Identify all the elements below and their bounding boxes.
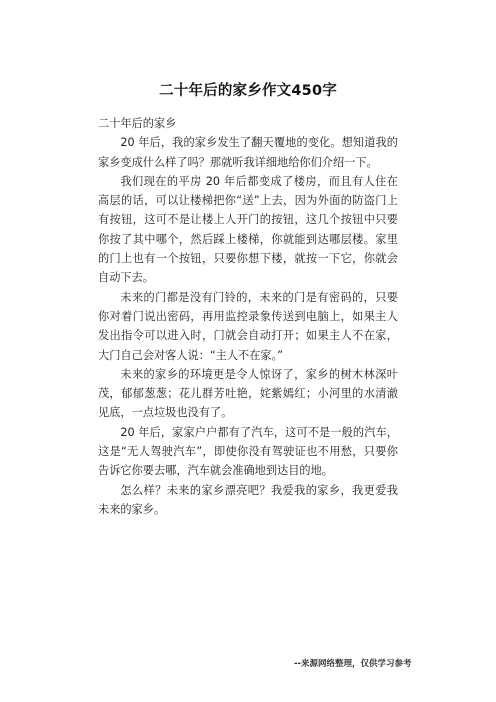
paragraph-environment: 未来的家乡的环境更是令人惊讶了，家乡的树木林深叶茂，郁郁葱葱；花儿群芳吐艳，姹紫嫣红；小河里的水清澈见底，一点垃圾也没有了。 <box>98 367 398 420</box>
paragraph-conclusion: 怎么样？未来的家乡漂亮吧？我爱我的家乡，我更爱我未来的家乡。 <box>98 483 398 516</box>
paragraph-cars: 20 年后，家家户户都有了汽车，这可不是一般的汽车，这是“无人驾驶汽车”，即使你没有驾驶证也不用愁，只要你告诉它你要去哪，汽车就会准确地到达目的地。 <box>98 425 398 478</box>
paragraph-intro: 20 年后，我的家乡发生了翻天覆地的变化。想知道我的家乡变成什么样了吗？那就听我详细地给你们介绍一下。 <box>98 136 398 169</box>
document-body <box>98 114 398 519</box>
paragraph-buildings: 我们现在的平房 20 年后都变成了楼房，而且有人住在高层的话，可以让楼梯把你“送”上去，因为外面的防盗门上有按钮，这可不是让楼上人开门的按钮，这几个按钮中只要你按了其中哪个，然后踩上楼梯，你就能到达哪层楼。家里的门上也有一个按钮，只要你想下楼，就按一下它，你就会自动下去。 <box>98 174 398 285</box>
source-footer-note: --来源网络整理，仅供学习参考 <box>294 659 412 669</box>
subtitle-line: 二十年后的家乡 <box>98 117 177 130</box>
paragraph-doors: 未来的门都是没有门铃的，未来的门是有密码的，只要你对着门说出密码，再用监控录象传送到电脑上，如果主人发出指令可以进入时，门就会自动打开；如果主人不在家，大门自己会对客人说：“主人不在家。” <box>98 290 398 362</box>
document-title: 二十年后的家乡作文450字 <box>159 83 337 99</box>
